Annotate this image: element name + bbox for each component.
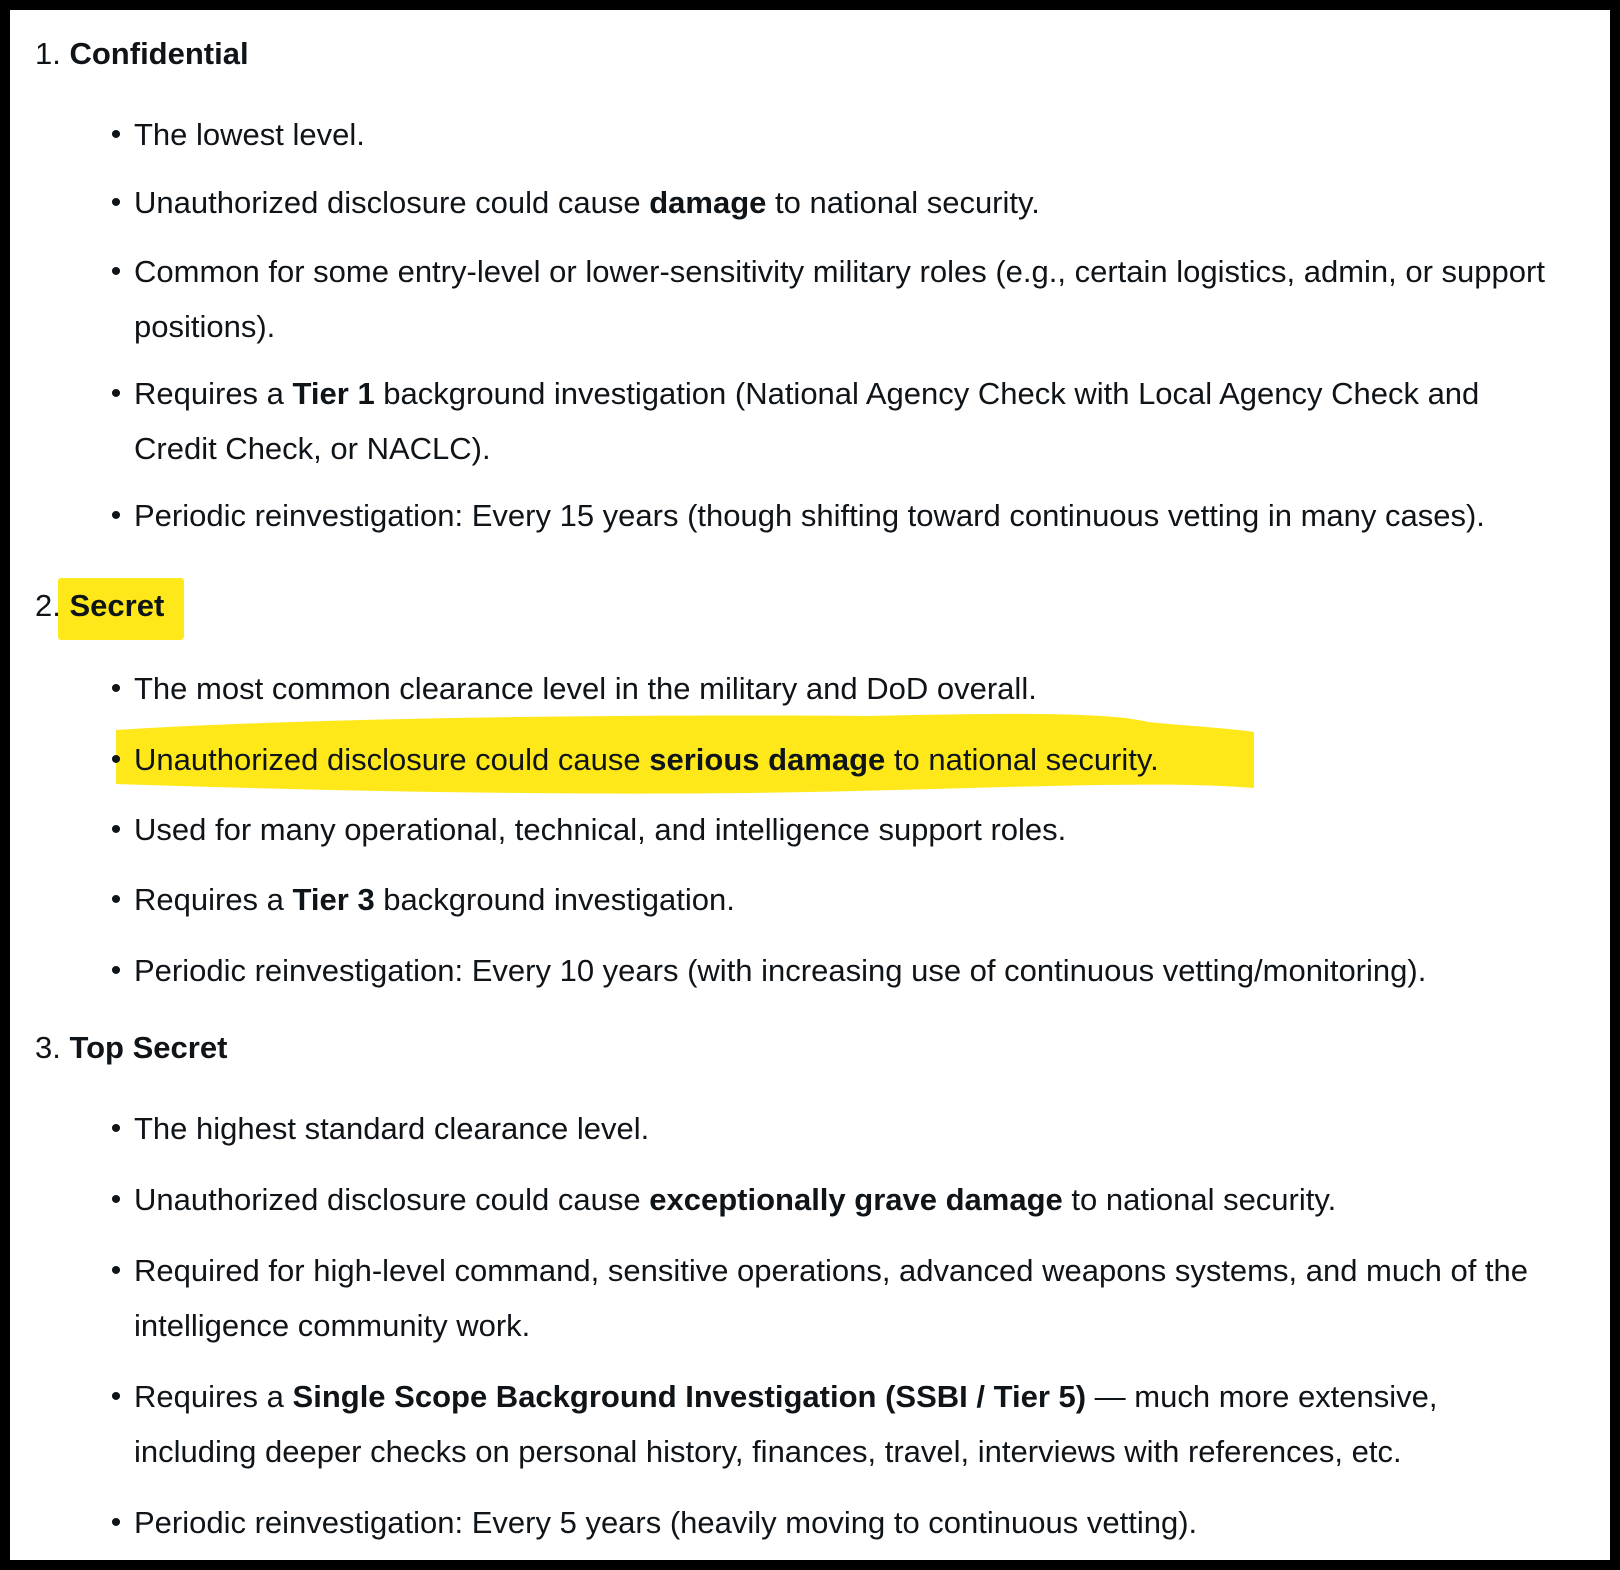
bullet-bold-text: serious damage (649, 742, 886, 777)
bullet-icon: • (110, 883, 122, 916)
section-number: 3. (35, 1030, 61, 1065)
bullet-text: Used for many operational, technical, and intelligence support roles. (134, 812, 1067, 847)
bullet-text: to national security. (885, 742, 1159, 777)
bullet-text: Periodic reinvestigation: Every 5 years (heavily moving to continuous vetting). (134, 1505, 1198, 1540)
bullet-text: The most common clearance level in the military and DoD overall. (134, 671, 1037, 706)
bullet-icon: • (110, 1183, 122, 1216)
bullet-text: Requires a (134, 376, 293, 411)
bullet-text: Required for high-level command, sensitive operations, advanced weapons systems, and much of the intelligence community work. (134, 1253, 1529, 1343)
bullet-bold-text: Tier 3 (292, 882, 375, 917)
section-title: Secret (69, 588, 165, 623)
section-number: 2. (35, 588, 61, 623)
bullet-bold-text: Single Scope Background Investigation (SSBI / Tier 5) (292, 1379, 1087, 1414)
bullet-icon: • (110, 1112, 122, 1145)
bullet-icon: • (110, 186, 122, 219)
section-heading-top-secret (35, 1028, 227, 1068)
bullet-text: The highest standard clearance level. (134, 1111, 650, 1146)
section-title: Confidential (69, 36, 249, 71)
bullet-icon: • (110, 1506, 122, 1539)
bullet-bold-text: damage (649, 185, 767, 220)
bullet-text: Requires a (134, 1379, 293, 1414)
bullet-text: Periodic reinvestigation: Every 10 years (with increasing use of continuous vetting/monitoring). (134, 953, 1427, 988)
document-page (10, 10, 1610, 1560)
bullet-icon: • (110, 813, 122, 846)
bullet-text: background investigation. (374, 882, 735, 917)
section-heading-confidential (35, 34, 249, 74)
section-number: 1. (35, 36, 61, 71)
bullet-icon: • (110, 118, 122, 151)
bullet-icon: • (110, 499, 122, 532)
bullet-icon: • (110, 743, 122, 776)
bullet-text: Requires a (134, 882, 293, 917)
bullet-text: Periodic reinvestigation: Every 15 years (though shifting toward continuous vetting in many cases). (134, 498, 1485, 533)
bullet-icon: • (110, 1254, 122, 1287)
bullet-icon: • (110, 672, 122, 705)
bullet-text: to national security. (1062, 1182, 1337, 1217)
bullet-icon: • (110, 377, 122, 410)
bullet-text: Unauthorized disclosure could cause (134, 185, 650, 220)
bullet-text: to national security. (766, 185, 1040, 220)
bullet-text: Common for some entry-level or lower-sensitivity military roles (e.g., certain logistics, admin, or support positions). (134, 254, 1545, 344)
bullet-icon: • (110, 255, 122, 288)
bullet-bold-text: Tier 1 (292, 376, 375, 411)
bullet-text: Unauthorized disclosure could cause (134, 1182, 650, 1217)
bullet-text: The lowest level. (134, 117, 365, 152)
section-heading-secret (35, 586, 164, 626)
bullet-icon: • (110, 954, 122, 987)
section-title: Top Secret (69, 1030, 228, 1065)
bullet-bold-text: exceptionally grave damage (649, 1182, 1063, 1217)
bullet-text: background investigation (National Agency Check with Local Agency Check and Credit Check, or NACLC). (134, 376, 1480, 466)
bullet-text: Unauthorized disclosure could cause (134, 742, 650, 777)
bullet-text: — much more extensive, including deeper checks on personal history, finances, travel, interviews with references, etc. (134, 1379, 1438, 1469)
bullet-icon: • (110, 1380, 122, 1413)
